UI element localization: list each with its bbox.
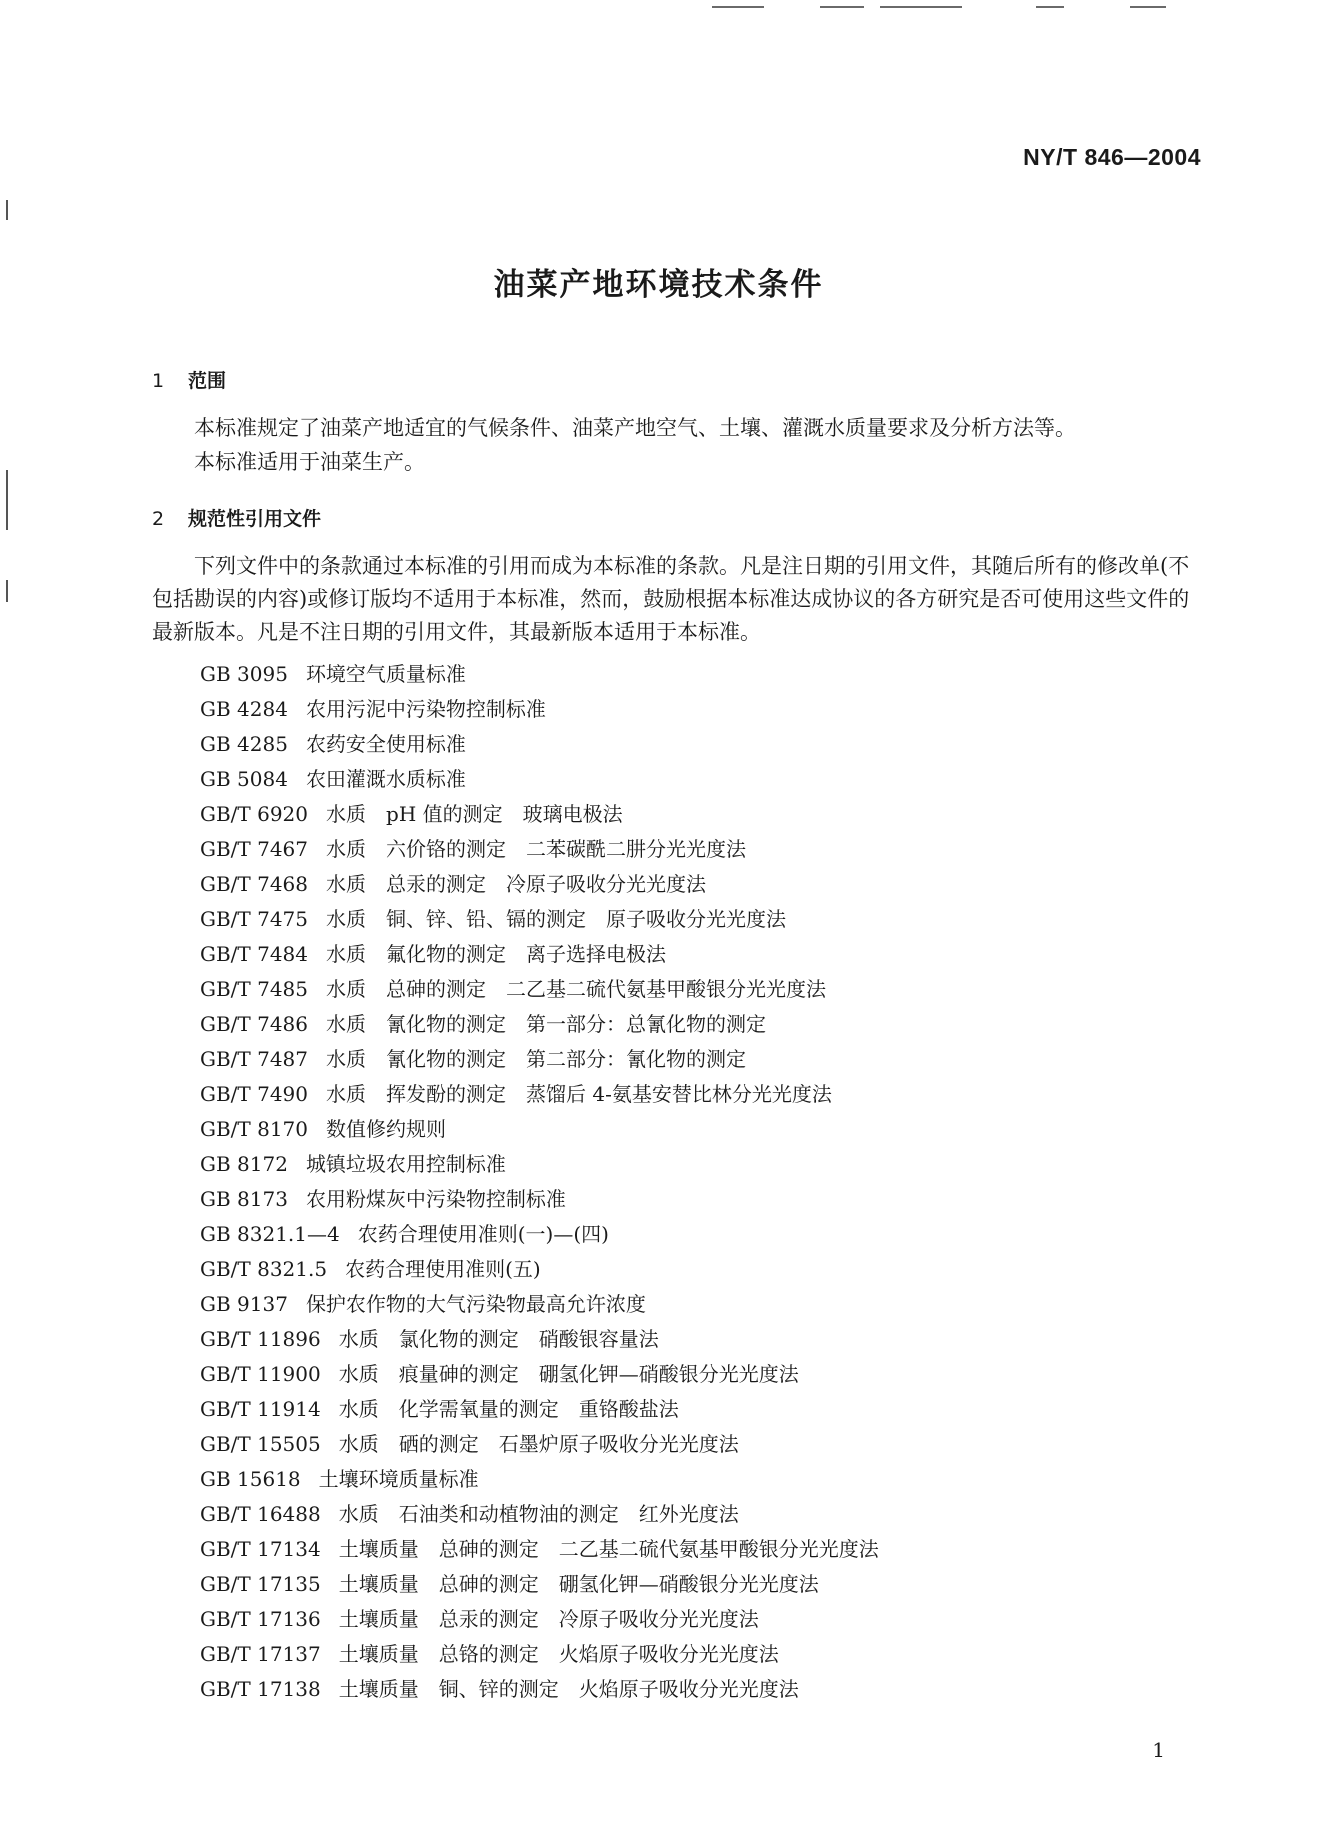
reference-title: 水质 氰化物的测定 第二部分：氰化物的测定	[326, 1047, 747, 1071]
reference-code: GB 9137	[200, 1292, 288, 1316]
reference-title: 水质 总砷的测定 二乙基二硫代氨基甲酸银分光光度法	[326, 977, 827, 1001]
reference-item	[200, 1567, 879, 1602]
reference-item	[200, 1392, 879, 1427]
scan-mark	[712, 6, 764, 8]
reference-item	[200, 1322, 879, 1357]
reference-item	[200, 727, 879, 762]
scan-mark	[880, 6, 962, 8]
reference-item	[200, 1077, 879, 1112]
section-1-heading	[152, 366, 226, 393]
reference-item	[200, 1462, 879, 1497]
reference-code: GB/T 15505	[200, 1432, 321, 1456]
reference-code: GB/T 7484	[200, 942, 309, 966]
scan-mark	[1130, 6, 1166, 8]
reference-title: 土壤质量 总汞的测定 冷原子吸收分光光度法	[338, 1607, 759, 1631]
section-2-heading	[152, 504, 321, 531]
reference-item	[200, 1357, 879, 1392]
reference-item	[200, 1532, 879, 1567]
reference-item	[200, 972, 879, 1007]
reference-code: GB/T 17138	[200, 1677, 321, 1701]
reference-code: GB 15618	[200, 1467, 301, 1491]
reference-code: GB 5084	[200, 767, 288, 791]
reference-code: GB/T 7490	[200, 1082, 309, 1106]
reference-code: GB 8173	[200, 1187, 288, 1211]
reference-title: 土壤环境质量标准	[318, 1467, 479, 1491]
reference-title: 水质 氟化物的测定 离子选择电极法	[326, 942, 667, 966]
scan-edge-mark	[6, 470, 8, 530]
reference-item	[200, 1217, 879, 1252]
reference-item	[200, 1497, 879, 1532]
reference-code: GB/T 11896	[200, 1327, 321, 1351]
reference-code: GB 4284	[200, 697, 288, 721]
section-title: 范围	[188, 370, 227, 392]
reference-code: GB/T 6920	[200, 802, 309, 826]
reference-title: 保护农作物的大气污染物最高允许浓度	[305, 1292, 646, 1316]
reference-title: 城镇垃圾农用控制标准	[305, 1152, 506, 1176]
scan-edge-mark	[6, 200, 8, 220]
reference-item	[200, 1287, 879, 1322]
reference-code: GB/T 7486	[200, 1012, 309, 1036]
reference-code: GB/T 17136	[200, 1607, 321, 1631]
reference-code: GB 3095	[200, 662, 288, 686]
reference-code: GB/T 17137	[200, 1642, 321, 1666]
reference-title: 农药合理使用准则(五)	[345, 1257, 541, 1281]
reference-item	[200, 1637, 879, 1672]
reference-code: GB 8321.1—4	[200, 1222, 340, 1246]
reference-title: 农药合理使用准则(一)—(四)	[357, 1222, 609, 1246]
scan-edge-mark	[6, 580, 8, 602]
reference-code: GB 8172	[200, 1152, 288, 1176]
reference-title: 土壤质量 总铬的测定 火焰原子吸收分光光度法	[338, 1642, 779, 1666]
reference-item	[200, 832, 879, 867]
page-number: 1	[1152, 1738, 1165, 1762]
scan-mark	[1036, 6, 1064, 8]
reference-title: 农药安全使用标准	[305, 732, 466, 756]
reference-title: 水质 痕量砷的测定 硼氢化钾—硝酸银分光光度法	[338, 1362, 799, 1386]
scope-paragraph: 本标准规定了油菜产地适宜的气候条件、油菜产地空气、土壤、灌溉水质量要求及分析方法等。	[194, 416, 1076, 440]
reference-item	[200, 1427, 879, 1462]
reference-title: 水质 氰化物的测定 第一部分：总氰化物的测定	[326, 1012, 767, 1036]
reference-item	[200, 1147, 879, 1182]
reference-code: GB 4285	[200, 732, 288, 756]
scope-paragraph: 本标准适用于油菜生产。	[194, 450, 425, 474]
reference-item	[200, 1672, 879, 1707]
reference-title: 水质 硒的测定 石墨炉原子吸收分光光度法	[338, 1432, 739, 1456]
reference-title: 农用污泥中污染物控制标准	[305, 697, 546, 721]
reference-code: GB/T 7467	[200, 837, 309, 861]
reference-item	[200, 1042, 879, 1077]
reference-title: 水质 挥发酚的测定 蒸馏后 4-氨基安替比林分光光度法	[326, 1082, 832, 1106]
reference-title: 水质 六价铬的测定 二苯碳酰二肼分光光度法	[326, 837, 747, 861]
reference-code: GB/T 7487	[200, 1047, 309, 1071]
reference-title: 环境空气质量标准	[305, 662, 466, 686]
reference-title: 水质 石油类和动植物油的测定 红外光度法	[338, 1502, 739, 1526]
reference-item	[200, 762, 879, 797]
reference-item	[200, 657, 879, 692]
reference-code: GB/T 11914	[200, 1397, 321, 1421]
reference-item	[200, 867, 879, 902]
section-number: 2	[152, 508, 165, 530]
reference-item	[200, 1182, 879, 1217]
reference-title: 水质 总汞的测定 冷原子吸收分光光度法	[326, 872, 707, 896]
reference-code: GB/T 8321.5	[200, 1257, 328, 1281]
reference-code: GB/T 16488	[200, 1502, 321, 1526]
reference-title: 水质 氯化物的测定 硝酸银容量法	[338, 1327, 659, 1351]
reference-title: 水质 pH 值的测定 玻璃电极法	[326, 802, 623, 826]
document-title: 油菜产地环境技术条件	[493, 267, 824, 303]
section-number: 1	[152, 370, 165, 392]
reference-item	[200, 692, 879, 727]
reference-code: GB/T 8170	[200, 1117, 309, 1141]
reference-code: GB/T 17134	[200, 1537, 321, 1561]
reference-title: 水质 化学需氧量的测定 重铬酸盐法	[338, 1397, 679, 1421]
reference-item	[200, 1602, 879, 1637]
scan-mark	[820, 6, 864, 8]
reference-item	[200, 1112, 879, 1147]
reference-item	[200, 902, 879, 937]
section-title: 规范性引用文件	[188, 508, 322, 530]
reference-list	[200, 657, 879, 1707]
normative-references-intro: 下列文件中的条款通过本标准的引用而成为本标准的条款。凡是注日期的引用文件，其随后所有的修改单(不包括勘误的内容)或修订版均不适用于本标准，然而，鼓励根据本标准达成协议的各方研究是否可使用这些文件的最新版本。凡是不注日期的引用文件，其最新版本适用于本标准。	[152, 554, 1190, 644]
reference-title: 土壤质量 总砷的测定 硼氢化钾—硝酸银分光光度法	[338, 1572, 819, 1596]
reference-code: GB/T 11900	[200, 1362, 321, 1386]
reference-title: 水质 铜、锌、铅、镉的测定 原子吸收分光光度法	[326, 907, 787, 931]
reference-item	[200, 1007, 879, 1042]
reference-title: 土壤质量 铜、锌的测定 火焰原子吸收分光光度法	[338, 1677, 799, 1701]
reference-code: GB/T 7485	[200, 977, 309, 1001]
reference-code: GB/T 17135	[200, 1572, 321, 1596]
reference-item	[200, 937, 879, 972]
reference-title: 土壤质量 总砷的测定 二乙基二硫代氨基甲酸银分光光度法	[338, 1537, 879, 1561]
reference-code: GB/T 7468	[200, 872, 309, 896]
reference-item	[200, 797, 879, 832]
reference-item	[200, 1252, 879, 1287]
reference-title: 数值修约规则	[326, 1117, 447, 1141]
reference-code: GB/T 7475	[200, 907, 309, 931]
reference-title: 农用粉煤灰中污染物控制标准	[305, 1187, 566, 1211]
reference-title: 农田灌溉水质标准	[305, 767, 466, 791]
standard-code: NY/T 846—2004	[1023, 144, 1201, 170]
